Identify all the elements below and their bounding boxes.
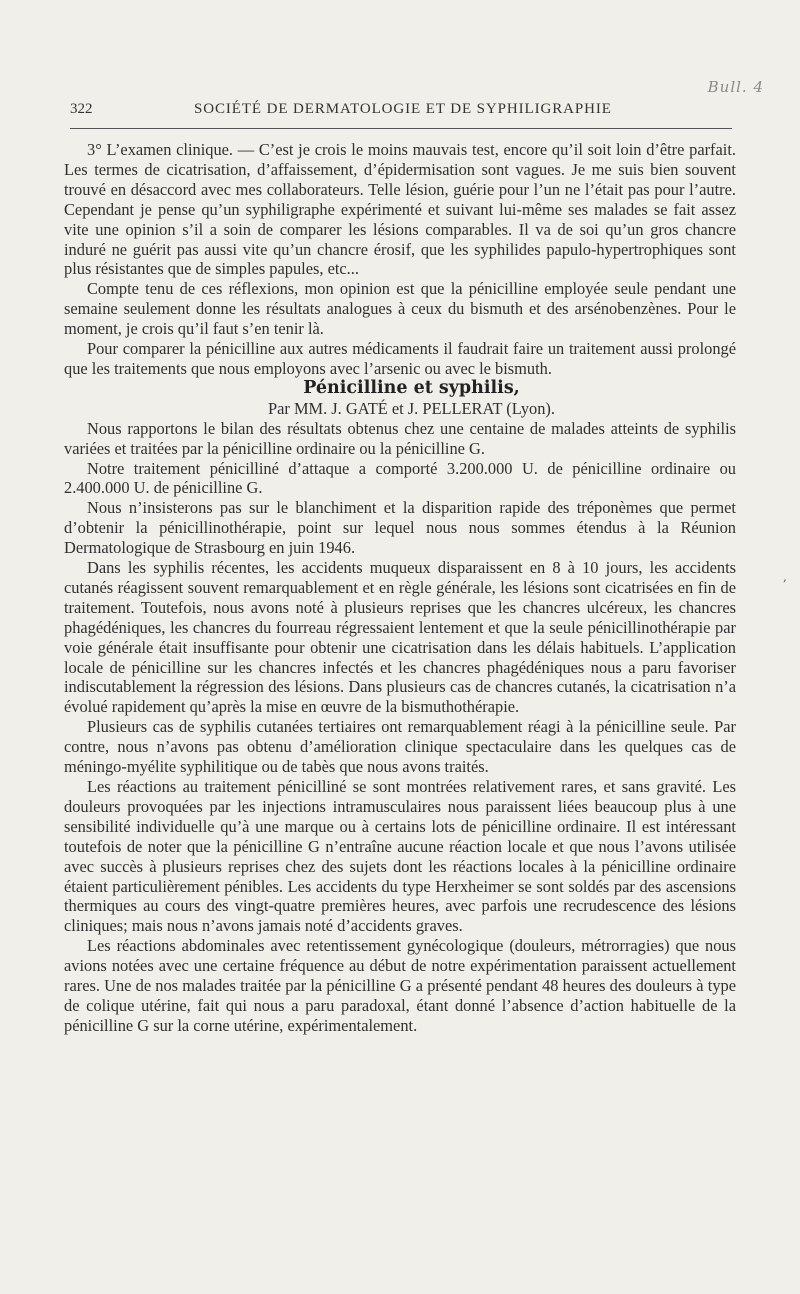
- paragraph: Plusieurs cas de syphilis cutanées tertiaires ont remarquablement réagi à la pénicilline seule. Par contre, nous n’avons pas obtenu d’amélioration clinique spectaculaire dans les quelques cas de méningo-myélite syphilitique ou de tabès que nous avons traités.: [64, 717, 736, 777]
- section-authors: Par MM. J. GATÉ et J. PELLERAT (Lyon).: [268, 398, 555, 418]
- paragraph: Notre traitement pénicilliné d’attaque a comporté 3.200.000 U. de pénicilline ordinaire ou 2.400.000 U. de pénicilline G.: [64, 458, 736, 498]
- paragraph: 3° L’examen clinique. — C’est je crois le moins mauvais test, encore qu’il soit loin d’être parfait. Les termes de cicatrisation, d’affaissement, d’épidermisation sont vagues. Je me suis bien souvent trouvé en désaccord avec mes collaborateurs. Telle lésion, guérie pour l’un ne l’était pas pour l’autre. Cependant je pense qu’un syphiligraphe expérimenté et suivant lui-même ses malades se fait assez vite une opinion s’il a soin de comparer les lésions comparables. Il va de soi qu’un gros chancre induré ne guérit pas aussi vite qu’un chancre érosif, que les syphilides papulo-hypertrophiques sont plus résistantes que de simples papules, etc...: [64, 140, 736, 279]
- paragraph: Dans les syphilis récentes, les accidents muqueux disparaissent en 8 à 10 jours, les accidents cutanés réagissent souvent remarquablement et en règle générale, les lésions sont cicatrisées en fin de traitement. Toutefois, nous avons noté à plusieurs reprises que les chancres ulcéreux, les chancres phagédéniques, les chancres du fourreau régressaient lentement et que la seule pénicillinothérapie par voie générale était insuffisante pour obtenir une cicatrisation dans les délais habituels. L’application locale de pénicilline sur les chancres infectés et les chancres phagédéniques nous a paru favoriser indiscutablement la régression des lésions. Dans plusieurs cas de chancres cutanés, la cicatrisation n’a évolué rapidement qu’après la mise en œuvre de la bismuthothérapie.: [64, 558, 736, 717]
- handwritten-note: Bull. 4: [707, 78, 764, 96]
- section-title: Pénicilline et syphilis,: [303, 377, 520, 398]
- margin-mark: ,: [783, 570, 787, 584]
- paragraph: Les réactions au traitement pénicilliné se sont montrées relativement rares, et sans gravité. Les douleurs provoquées par les injections intramusculaires nous paraissent liées beaucoup plus à une sensibilité individuelle qu’à une marque ou à certains lots de pénicilline ordinaire. Il est intéressant toutefois de noter que la pénicilline G n’entraîne aucune réaction locale et que nous l’avons utilisée avec succès à plusieurs reprises chez des sujets dont les réactions locales à la pénicilline ordinaire étaient particulièrement pénibles. Les accidents du type Herxheimer se sont soldés par des ascensions thermiques au cours des vingt-quatre premières heures, avec parfois une recrudescence des lésions cliniques; mais nous n’avons jamais noté d’accidents graves.: [64, 777, 736, 936]
- running-title: SOCIÉTÉ DE DERMATOLOGIE ET DE SYPHILIGRAPHIE: [194, 101, 612, 117]
- paragraph: Nous n’insisterons pas sur le blanchiment et la disparition rapide des tréponèmes que permet d’obtenir la pénicillinothérapie, point sur lequel nous nous sommes étendus à la Réunion Dermatologique de Strasbourg en juin 1946.: [64, 498, 736, 558]
- paragraph: Compte tenu de ces réflexions, mon opinion est que la pénicilline employée seule pendant une semaine seulement donne les résultats analogues à ceux du bismuth et des arsénobenzènes. Pour le moment, je crois qu’il faut s’en tenir là.: [64, 279, 736, 339]
- paragraph: Les réactions abdominales avec retentissement gynécologique (douleurs, métrorragies) que nous avions notées avec une certaine fréquence au début de notre expérimentation paraissent actuellement rares. Une de nos malades traitée par la pénicilline G a présenté pendant 48 heures des douleurs à type de colique utérine, fait qui nous a paru paradoxal, étant donné l’absence d’action habituelle de la pénicilline G sur la corne utérine, expérimentalement.: [64, 936, 736, 1035]
- paragraph: Nous rapportons le bilan des résultats obtenus chez une centaine de malades atteints de syphilis variées et traitées par la pénicilline ordinaire ou la pénicilline G.: [64, 418, 736, 458]
- paragraph: Pour comparer la pénicilline aux autres médicaments il faudrait faire un traitement aussi prolongé que les traitements que nous employons avec l’arsenic ou avec le bismuth.: [64, 339, 736, 378]
- body-text: [64, 140, 736, 1036]
- page-number: 322: [70, 101, 93, 117]
- header-rule: [70, 128, 732, 129]
